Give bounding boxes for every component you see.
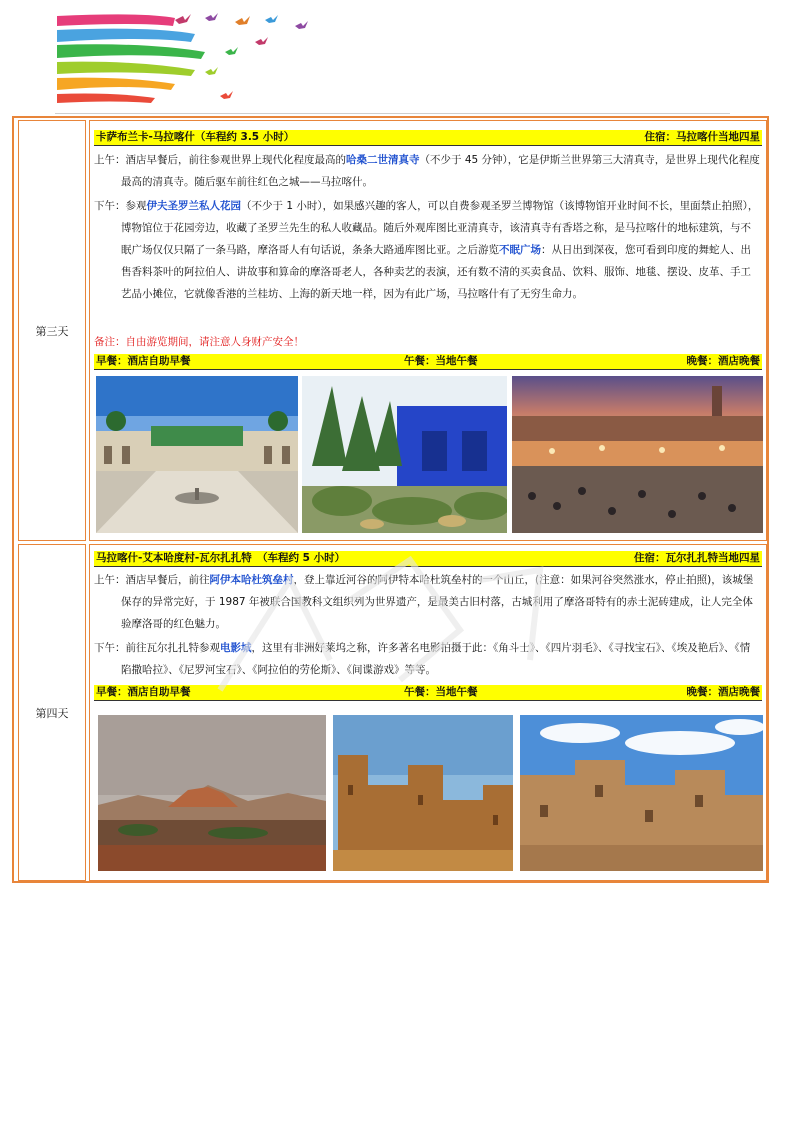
breakfast-info: 早餐：酒店自助早餐: [96, 686, 191, 698]
route-bar: [94, 130, 762, 146]
time-prefix: 上午：: [94, 154, 126, 166]
meals-bar: [94, 685, 762, 701]
hotel-info: 住宿：马拉喀什当地四星: [644, 131, 760, 143]
breakfast-info: 早餐：酒店自助早餐: [96, 355, 191, 367]
day-label: 第三天: [35, 324, 69, 338]
photo-ait-benhaddou-panorama: [98, 715, 326, 871]
text-segment: ，这里有非洲好莱坞之称，许多著名电影拍摄于此：《角斗士》、《四片羽毛》、《寻找宝石》、《埃及艳后》、《情陷撒哈拉》、《尼罗河宝石》、《阿拉伯的劳伦斯》、《间谍游戏》等等。: [121, 642, 751, 676]
text-segment: 酒店早餐后，前往: [125, 574, 210, 586]
text-segment: （不少于 45 分钟），它是伊斯兰世界第三大清真寺，是世界上现代化程度最高的清真寺。随后驱车前往红色之城——马拉喀什。: [121, 154, 760, 188]
route-title: 卡萨布兰卡-马拉喀什（车程约 3.5 小时）: [96, 131, 295, 143]
safety-note: 备注：自由游览期间，请注意人身财产安全！: [94, 336, 304, 348]
dinner-info: 晚餐：酒店晚餐: [686, 355, 760, 367]
dinner-info: 晚餐：酒店晚餐: [686, 686, 760, 698]
lunch-info: 午餐：当地午餐: [404, 686, 478, 698]
morning-paragraph: [94, 569, 760, 635]
company-logo: [55, 12, 325, 104]
morning-paragraph: [94, 149, 760, 193]
route-bar: [94, 551, 762, 567]
day-label-cell: [18, 120, 86, 541]
photo-majorelle-garden: [302, 376, 507, 533]
hotel-info: 住宿：瓦尔扎扎特当地四星: [634, 552, 760, 564]
lunch-info: 午餐：当地午餐: [404, 355, 478, 367]
text-segment: ，登上靠近河谷的阿伊特本哈杜筑垒村的一个山丘，(注意：如果河谷突然涨水，停止拍照)，该城堡保存的异常完好，于 1987 年被联合国教科文组织列为世界遗产，是最美古旧村落，古城利用了摩洛哥特有的赤土泥砖建成，让人完全体验摩洛哥的红色魅力。: [121, 574, 754, 630]
meals-bar: [94, 354, 762, 370]
attraction-highlight: 伊夫圣罗兰私人花园: [146, 200, 241, 212]
itinerary-table: [12, 116, 769, 883]
photo-adobe-village: [520, 715, 763, 871]
text-segment: 前往瓦尔扎扎特参观: [125, 642, 220, 654]
day-label-cell: [18, 544, 86, 881]
photo-jemaa-el-fnaa-square: [512, 376, 763, 533]
afternoon-paragraph: [94, 637, 760, 681]
text-segment: （不少于 1 小时），如果感兴趣的客人，可以自费参观圣罗兰博物馆（该博物馆开业时间不长，里面禁止拍照），博物馆位于花园旁边，收藏了圣罗兰先生的私人收藏品。随后外观库图比亚清真寺，该清真寺有香塔之称，是马拉喀什的地标建筑，与不眠广场仅仅只隔了一条马路，摩洛哥人有句话说，条条大路通库图比亚。之后游览: [121, 200, 759, 256]
day-label: 第四天: [35, 706, 69, 720]
time-prefix: 上午：: [94, 574, 126, 586]
time-prefix: 下午：: [94, 642, 126, 654]
attraction-highlight: 电影城: [220, 642, 252, 654]
attraction-highlight: 哈桑二世清真寺: [346, 154, 420, 166]
photo-bahia-palace-courtyard: [96, 376, 298, 533]
text-segment: 酒店早餐后，前往参观世界上现代化程度最高的: [125, 154, 346, 166]
photo-kasbah-towers: [333, 715, 513, 871]
text-segment: 参观: [125, 200, 147, 212]
text-segment: ：从日出到深夜，您可看到印度的舞蛇人、出售香料茶叶的阿拉伯人、讲故事和算命的摩洛哥老人，各种卖艺的表演，还有数不清的买卖食品、饮料、服饰、地毯、摆设、皮革、手工艺品小摊位，它就像香港的兰桂坊、上海的新天地一样，因为有此广场，马拉喀什有了无穷生命力。: [121, 244, 751, 300]
time-prefix: 下午：: [94, 200, 126, 212]
afternoon-paragraph: [94, 195, 760, 305]
header-divider: [55, 113, 730, 114]
day-content-cell: [89, 544, 767, 881]
attraction-highlight: 不眠广场: [499, 244, 541, 256]
attraction-highlight: 阿伊本哈杜筑垒村: [209, 574, 294, 586]
route-title: 马拉喀什-艾本哈度村-瓦尔扎扎特 （车程约 5 小时）: [96, 552, 346, 564]
day-content-cell: [89, 120, 767, 541]
